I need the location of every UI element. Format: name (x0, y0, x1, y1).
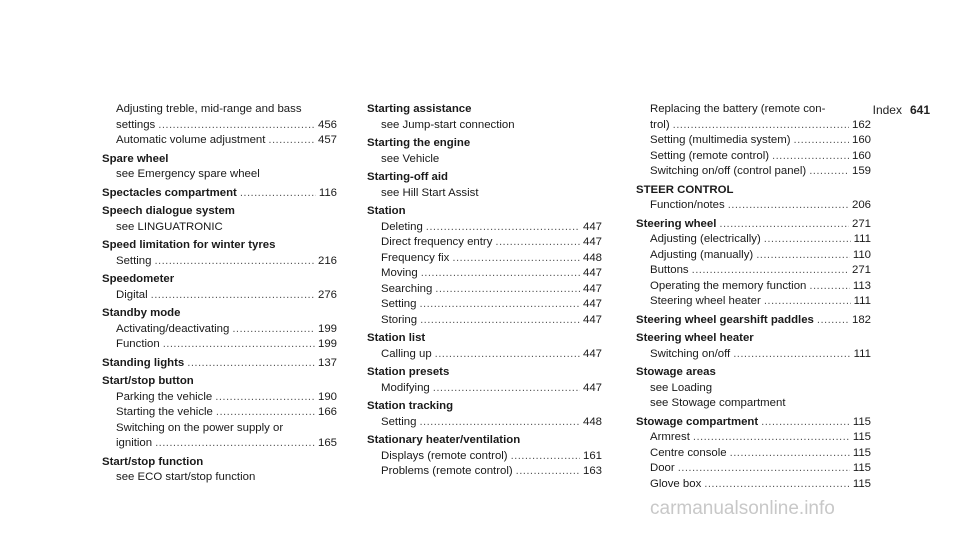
dot-leader (730, 446, 850, 462)
index-entry (102, 204, 337, 235)
dot-leader (794, 133, 849, 149)
subentry-text: Digital (116, 288, 148, 301)
page-reference[interactable]: 162 (851, 118, 871, 131)
subentry-text: Switching on/off (650, 347, 731, 360)
heading-text: Standing lights (102, 356, 185, 369)
dot-leader (692, 263, 849, 279)
index-heading (102, 306, 337, 322)
page-reference[interactable]: 457 (317, 134, 337, 146)
subentry-text: Starting the vehicle (116, 406, 213, 418)
heading-text: Steering wheel heater (636, 332, 754, 344)
dot-leader (761, 415, 850, 431)
page-reference[interactable]: 160 (851, 149, 871, 162)
page-reference[interactable]: 115 (852, 415, 871, 428)
index-entry (102, 186, 337, 202)
index-subentry[interactable] (636, 347, 871, 363)
index-subentry[interactable] (367, 347, 602, 363)
index-heading[interactable] (636, 313, 871, 329)
index-heading (367, 365, 602, 381)
subentry-text: Adjusting treble, mid-range and bass (116, 103, 302, 115)
index-subentry[interactable] (636, 232, 871, 248)
subentry-text: see LINGUATRONIC (116, 220, 223, 233)
page-reference[interactable]: 182 (851, 313, 871, 326)
dot-leader (809, 164, 849, 180)
index-entry (636, 331, 871, 362)
index-heading (102, 272, 337, 288)
heading-text: STEER CONTROL (636, 183, 734, 196)
page-reference[interactable]: 137 (317, 356, 337, 369)
subentry-text: Operating the memory function (650, 279, 807, 292)
index-entry (367, 433, 602, 480)
subentry-text: Problems (remote control) (381, 465, 513, 477)
dot-leader (419, 415, 580, 431)
index-subentry[interactable] (636, 118, 871, 134)
heading-text: Steering wheel (636, 217, 717, 230)
index-heading (636, 183, 871, 199)
index-subentry[interactable] (367, 313, 602, 329)
dot-leader (421, 266, 580, 282)
index-heading (102, 374, 337, 390)
dot-leader (511, 449, 580, 465)
index-entry (367, 204, 602, 328)
index-heading (102, 455, 337, 471)
index-entry (102, 455, 337, 486)
dot-leader (817, 313, 849, 329)
page-reference[interactable]: 116 (318, 186, 337, 199)
page-reference[interactable]: 271 (851, 264, 871, 276)
subentry-text: Displays (remote control) (381, 449, 508, 462)
index-entry (636, 102, 871, 180)
index-subentry[interactable] (367, 235, 602, 251)
page-reference[interactable]: 160 (851, 134, 871, 146)
index-subentry[interactable] (636, 477, 871, 493)
page-reference[interactable]: 113 (852, 279, 871, 292)
index-subentry[interactable] (102, 133, 337, 149)
dot-leader (433, 381, 580, 397)
index-entry (102, 238, 337, 269)
index-heading (367, 102, 602, 118)
subentry-text: Frequency fix (381, 251, 450, 264)
index-subentry[interactable] (636, 279, 871, 295)
subentry-text: see Hill Start Assist (381, 186, 479, 199)
subentry-text: Adjusting (manually) (650, 248, 754, 261)
page-reference[interactable]: 115 (852, 462, 871, 474)
heading-text: Spectacles compartment (102, 186, 237, 199)
dot-leader (216, 405, 315, 421)
heading-text: Starting-off aid (367, 171, 448, 183)
subentry-text: Setting (116, 254, 152, 267)
subentry-text: Activating/deactivating (116, 322, 230, 335)
heading-text: Station list (367, 332, 426, 344)
page-reference[interactable]: 163 (582, 465, 602, 477)
heading-text: Station presets (367, 366, 450, 378)
index-subentry[interactable] (636, 294, 871, 310)
heading-text: Starting the engine (367, 137, 471, 149)
index-subentry[interactable] (636, 149, 871, 165)
index-subentry[interactable] (636, 133, 871, 149)
dot-leader (268, 133, 315, 149)
heading-text: Spare wheel (102, 152, 169, 165)
page-reference[interactable]: 448 (582, 415, 602, 428)
index-entry (636, 217, 871, 310)
subentry-text: Calling up (381, 347, 432, 360)
index-column-1 (102, 102, 337, 489)
index-heading (102, 204, 337, 220)
subentry-text: Glove box (650, 477, 702, 490)
dot-leader (756, 248, 850, 264)
page-reference[interactable]: 271 (851, 217, 871, 230)
page-reference[interactable]: 206 (851, 199, 871, 211)
index-entry (367, 170, 602, 201)
index-subentry[interactable] (367, 381, 602, 397)
index-subentry[interactable] (636, 198, 871, 214)
page-reference[interactable]: 199 (317, 322, 337, 335)
page-reference[interactable]: 161 (582, 449, 602, 462)
index-subentry[interactable] (636, 461, 871, 477)
page-reference[interactable]: 447 (582, 236, 602, 248)
dot-leader (772, 149, 849, 165)
dot-leader (215, 390, 315, 406)
subentry-text: Setting (remote control) (650, 149, 770, 162)
subentry-text: Automatic volume adjustment (116, 134, 266, 146)
index-subentry[interactable] (102, 118, 337, 134)
dot-leader (809, 279, 849, 295)
index-heading[interactable] (636, 217, 871, 233)
page-reference[interactable]: 111 (853, 233, 871, 245)
subentry-text: Function/notes (650, 199, 725, 211)
index-subentry (102, 421, 337, 437)
index-subentry[interactable] (367, 282, 602, 298)
subentry-text: Adjusting (electrically) (650, 233, 761, 245)
index-heading (367, 204, 602, 220)
heading-text: Starting assistance (367, 103, 472, 115)
index-subentry[interactable] (367, 297, 602, 313)
index-entry (367, 331, 602, 362)
dot-leader (420, 313, 580, 329)
page-reference[interactable]: 115 (852, 446, 871, 459)
index-heading[interactable] (636, 415, 871, 431)
index-subentry[interactable] (636, 263, 871, 279)
subentry-text: see Stowage compartment (650, 397, 786, 409)
index-subentry (636, 381, 871, 397)
heading-text: Speech dialogue system (102, 205, 235, 217)
index-subentry[interactable] (367, 449, 602, 465)
index-heading (102, 152, 337, 168)
index-subentry[interactable] (636, 248, 871, 264)
subentry-text: Setting (381, 298, 417, 310)
dot-leader (419, 297, 580, 313)
dot-leader (435, 347, 580, 363)
subentry-text: see Jump-start connection (381, 118, 515, 131)
index-subentry[interactable] (102, 322, 337, 338)
index-subentry[interactable] (102, 405, 337, 421)
page-reference[interactable]: 276 (317, 288, 337, 301)
heading-text: Start/stop button (102, 375, 194, 387)
page-reference[interactable]: 165 (317, 437, 337, 449)
heading-text: Stowage compartment (636, 415, 759, 428)
subentry-text: Modifying (381, 381, 430, 394)
index-subentry[interactable] (102, 288, 337, 304)
page-header (873, 103, 930, 117)
subentry-text: Switching on/off (control panel) (650, 165, 807, 177)
index-heading (367, 399, 602, 415)
dot-leader (673, 118, 849, 134)
page-reference[interactable]: 115 (852, 477, 871, 490)
index-entry (636, 313, 871, 329)
index-subentry[interactable] (102, 254, 337, 270)
heading-text: Stationary heater/ventilation (367, 434, 521, 446)
page-reference[interactable]: 447 (582, 220, 602, 233)
heading-text: Station (367, 205, 406, 217)
subentry-text: ignition (116, 437, 153, 449)
subentry-text: Function (116, 338, 160, 350)
index-subentry (367, 186, 602, 202)
dot-leader (728, 198, 849, 214)
index-subentry (367, 118, 602, 134)
section-title: Index (872, 103, 902, 117)
subentry-text: see ECO start/stop function (116, 471, 256, 483)
index-heading (636, 365, 871, 381)
page-reference[interactable]: 456 (317, 118, 337, 131)
heading-text: Standby mode (102, 307, 181, 319)
index-entry (367, 399, 602, 430)
heading-text: Steering wheel gearshift paddles (636, 313, 814, 326)
index-subentry (636, 396, 871, 412)
index-subentry (102, 470, 337, 486)
heading-text: Start/stop function (102, 455, 204, 468)
index-column-3 (636, 102, 871, 495)
index-entry (636, 365, 871, 412)
page-reference[interactable]: 190 (317, 390, 337, 403)
index-subentry[interactable] (367, 415, 602, 431)
subentry-text: Replacing the battery (remote con- (650, 103, 826, 115)
index-subentry[interactable] (367, 251, 602, 267)
dot-leader (495, 235, 580, 251)
dot-leader (704, 477, 850, 493)
index-entry (102, 356, 337, 372)
index-subentry[interactable] (367, 220, 602, 236)
dot-leader (719, 217, 849, 233)
page-reference[interactable]: 111 (853, 347, 871, 360)
index-subentry[interactable] (102, 337, 337, 353)
index-entry (102, 152, 337, 183)
dot-leader (764, 294, 851, 310)
index-heading[interactable] (102, 356, 337, 372)
index-subentry[interactable] (636, 164, 871, 180)
dot-leader (426, 220, 580, 236)
subentry-text: Door (650, 462, 675, 474)
index-heading (367, 170, 602, 186)
index-entry (636, 415, 871, 493)
page-reference[interactable]: 159 (851, 165, 871, 177)
index-heading (367, 136, 602, 152)
index-heading (636, 331, 871, 347)
index-column-2 (367, 102, 602, 483)
page-reference[interactable]: 111 (853, 295, 871, 307)
subentry-text: Setting (multimedia system) (650, 134, 791, 146)
subentry-text: settings (116, 118, 156, 131)
page-reference[interactable]: 216 (317, 254, 337, 267)
heading-text: Station tracking (367, 400, 454, 412)
page-reference[interactable]: 115 (852, 431, 871, 443)
index-entry (102, 272, 337, 303)
dot-leader (733, 347, 850, 363)
index-subentry[interactable] (367, 464, 602, 480)
page-reference[interactable]: 447 (582, 282, 602, 295)
index-entry (102, 374, 337, 452)
index-subentry[interactable] (636, 446, 871, 462)
dot-leader (158, 118, 315, 134)
subentry-text: Direct frequency entry (381, 236, 493, 248)
heading-text: Stowage areas (636, 366, 716, 378)
index-entry (102, 102, 337, 149)
page-reference[interactable]: 110 (852, 248, 871, 261)
index-subentry[interactable] (636, 430, 871, 446)
dot-leader (240, 186, 316, 202)
page-reference[interactable]: 447 (582, 347, 602, 360)
dot-leader (516, 464, 580, 480)
subentry-text: Switching on the power supply or (116, 421, 284, 434)
index-entry (367, 365, 602, 396)
page-reference[interactable]: 447 (582, 267, 602, 279)
subentry-text: see Emergency spare wheel (116, 168, 260, 180)
subentry-text: Steering wheel heater (650, 295, 761, 307)
page-number: 641 (909, 103, 930, 117)
index-subentry (102, 102, 337, 118)
dot-leader (764, 232, 851, 248)
index-subentry (102, 167, 337, 183)
subentry-text: Moving (381, 267, 418, 279)
index-heading (102, 238, 337, 254)
index-heading (367, 433, 602, 449)
subentry-text: Armrest (650, 431, 690, 443)
dot-leader (678, 461, 850, 477)
subentry-text: Deleting (381, 220, 423, 233)
subentry-text: Setting (381, 415, 417, 428)
watermark: carmanualsonline.info (650, 498, 835, 519)
page-reference[interactable]: 447 (582, 298, 602, 310)
dot-leader (232, 322, 315, 338)
dot-leader (163, 337, 315, 353)
subentry-text: see Vehicle (381, 152, 440, 165)
index-subentry (367, 152, 602, 168)
index-subentry (636, 102, 871, 118)
index-entry (102, 306, 337, 353)
index-subentry[interactable] (102, 390, 337, 406)
subentry-text: Storing (381, 313, 418, 326)
index-entry (367, 136, 602, 167)
subentry-text: Buttons (650, 264, 689, 276)
subentry-text: Centre console (650, 446, 727, 459)
subentry-text: see Loading (650, 381, 713, 394)
index-heading[interactable] (102, 186, 337, 202)
heading-text: Speed limitation for winter tyres (102, 239, 276, 251)
heading-text: Speedometer (102, 273, 175, 285)
page-reference[interactable]: 199 (317, 338, 337, 350)
dot-leader (155, 436, 315, 452)
subentry-text: Searching (381, 282, 433, 295)
subentry-text: trol) (650, 118, 670, 131)
subentry-text: Parking the vehicle (116, 390, 213, 403)
index-subentry (102, 220, 337, 236)
dot-leader (452, 251, 580, 267)
page-reference[interactable]: 447 (582, 313, 602, 326)
dot-leader (151, 288, 315, 304)
page-reference[interactable]: 447 (582, 381, 602, 394)
page-reference[interactable]: 166 (317, 406, 337, 418)
index-subentry[interactable] (367, 266, 602, 282)
index-entry (367, 102, 602, 133)
dot-leader (187, 356, 315, 372)
dot-leader (693, 430, 850, 446)
dot-leader (154, 254, 315, 270)
index-heading (367, 331, 602, 347)
page-reference[interactable]: 448 (582, 251, 602, 264)
index-subentry[interactable] (102, 436, 337, 452)
index-entry (636, 183, 871, 214)
dot-leader (435, 282, 580, 298)
